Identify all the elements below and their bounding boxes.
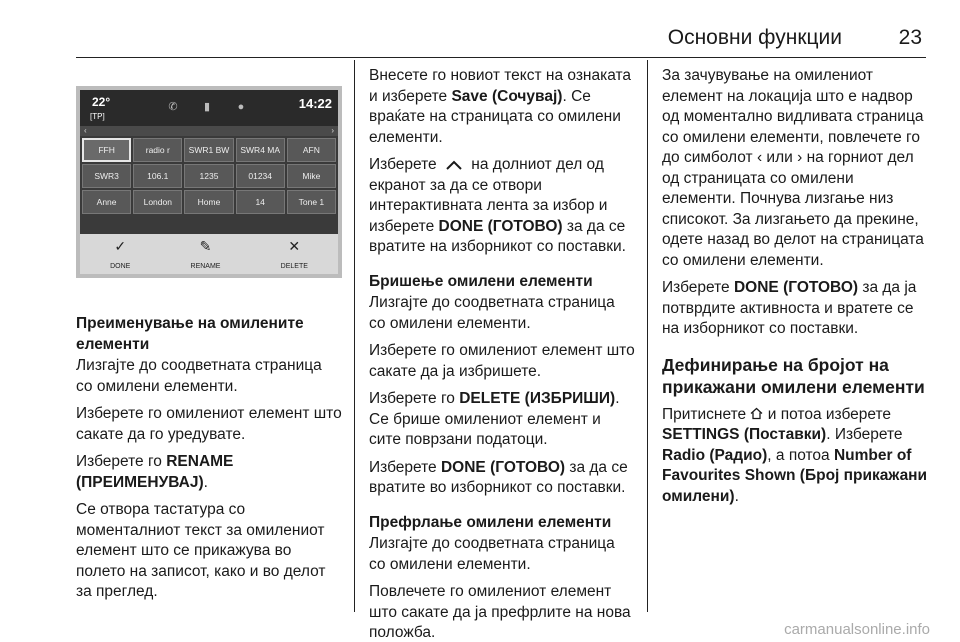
move-heading: Префрлање омилени елементи — [369, 513, 612, 531]
favourites-nav — [80, 126, 338, 136]
done-action: ✓ DONE — [110, 238, 131, 270]
favourites-count-heading: Дефинирање на бројот на прикажани омилени елементи — [662, 354, 925, 397]
favourite-button: 106.1 — [133, 164, 182, 188]
home-icon — [750, 407, 763, 420]
page-number: 23 — [898, 26, 922, 49]
favourite-button: 1235 — [184, 164, 233, 188]
paragraph: Повлечете го омилениот елемент што сакате да ја префрлите на нова положба. — [369, 583, 631, 641]
page-header — [76, 18, 926, 58]
paragraph: Изберете DONE (ГОТОВО) за да ја потврдите активноста и вратете се на изборникот со поставки. — [662, 279, 917, 337]
chevron-up-icon — [445, 159, 463, 171]
tp-indicator: [TP] — [90, 112, 105, 121]
chevron-left-icon: ‹ — [756, 149, 763, 166]
chevron-left-icon: ‹ — [84, 126, 87, 135]
favourite-button: 14 — [236, 190, 285, 214]
pencil-icon: ✎ — [199, 238, 212, 254]
favourite-button: Tone 1 — [287, 190, 336, 214]
checkmark-icon: ✓ — [114, 238, 127, 254]
favourite-button: 01234 — [236, 164, 285, 188]
favourites-grid — [82, 138, 336, 214]
favourite-button: SWR1 BW — [184, 138, 233, 162]
column-divider — [647, 60, 648, 612]
chevron-right-icon: › — [331, 126, 334, 135]
temperature-readout: 22° — [92, 95, 111, 109]
favourite-button: London — [133, 190, 182, 214]
infotainment-screenshot — [76, 86, 342, 278]
screen-status-bar — [80, 90, 338, 126]
screen-action-bar — [80, 234, 338, 274]
close-icon: ✕ — [288, 238, 301, 254]
paragraph: Изберете го DELETE (ИЗБРИШИ). Се брише омилениот елемент и сите поврзани податоци. — [369, 390, 620, 448]
section-title: Основни функции — [667, 26, 842, 49]
rename-heading: Преименување на омилените елементи — [76, 315, 304, 353]
paragraph: Внесете го новиот текст на ознаката и изберете Save (Сочувај). Се враќате на страницата со омилени елементи. — [369, 67, 632, 146]
paragraph: Изберете на долниот дел од екранот за да се отвори интерактивната лента за избор и изберете DONE (ГОТОВО) за да се вратите на изборникот со поставки. — [369, 156, 626, 255]
device-icon: ▮ — [203, 101, 211, 113]
paragraph: Изберете го RENAME (ПРЕИМЕНУВАЈ). — [76, 453, 234, 491]
column-1 — [76, 58, 342, 612]
paragraph: Лизгајте до соодветната страница со омилени елементи. — [369, 294, 615, 332]
chevron-right-icon: › — [797, 149, 803, 166]
favourite-button: SWR3 — [82, 164, 131, 188]
paragraph: Притиснете и потоа изберете SETTINGS (Поставки). Изберете Radio (Радио), а потоа Number of Favourites Shown (Број прикажани омилени). — [662, 405, 928, 505]
rename-action: ✎ RENAME — [190, 238, 221, 270]
paragraph: Лизгајте до соодветната страница со омилени елементи. — [76, 357, 322, 395]
paragraph: Изберете го омилениот елемент што сакате да го уредувате. — [76, 405, 342, 443]
watermark: carmanualsonline.info — [784, 621, 930, 638]
paragraph: Лизгајте до соодветната страница со омилени елементи. — [369, 535, 615, 573]
favourite-button: radio r — [133, 138, 182, 162]
paragraph: Се отвора тастатура со моменталниот текст за омилениот елемент што се прикажува во полето на записот, како и во делот за преглед. — [76, 501, 326, 600]
delete-heading: Бришење омилени елементи — [369, 272, 593, 290]
favourite-button: AFN — [287, 138, 336, 162]
favourite-button: Home — [184, 190, 233, 214]
column-2 — [369, 58, 635, 641]
column-divider — [354, 60, 355, 612]
paragraph: Изберете го омилениот елемент што сакате да ја избришете. — [369, 342, 635, 380]
clock-readout: 14:22 — [298, 96, 332, 111]
column-3 — [662, 58, 928, 612]
paragraph: Изберете DONE (ГОТОВО) за да се вратите во изборникот со поставки. — [369, 458, 628, 496]
favourite-button: Mike — [287, 164, 336, 188]
delete-action: ✕ DELETE — [280, 238, 308, 270]
favourite-button: SWR4 MA — [236, 138, 285, 162]
favourite-button: FFH — [82, 138, 131, 162]
paragraph: За зачувување на омилениот елемент на локација што е надвор од моментално видливата страница со омилени елементи, повлечете го до симболот ‹ или › на горниот дел од страницата со омилени елементи. Почнува лизгање низ списокот. За лизгањето да прекине, одете назад во делот на страницата со омилени елементи. — [662, 67, 924, 269]
phone-app-icon: ✆ — [168, 101, 178, 113]
favourite-button: Anne — [82, 190, 131, 214]
info-icon: ● — [237, 101, 245, 113]
